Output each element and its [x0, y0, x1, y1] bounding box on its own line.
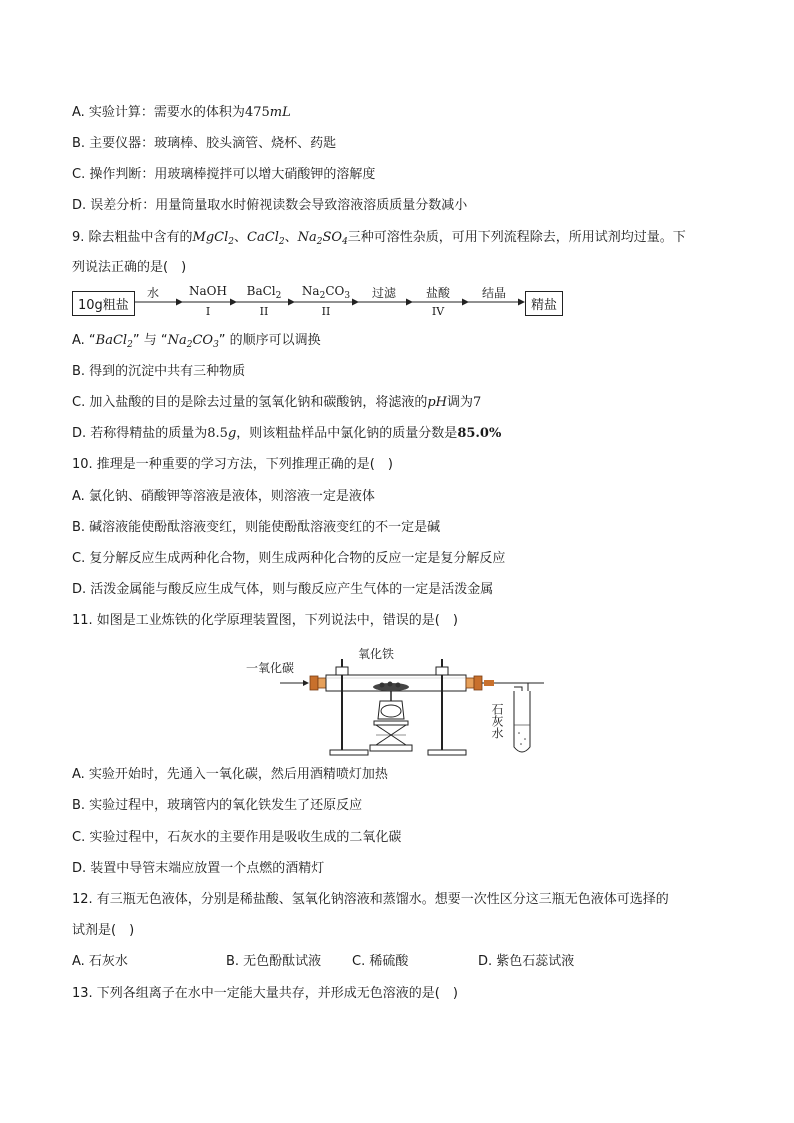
- q9-stem-line2: 列说法正确的是( ): [72, 260, 187, 275]
- q10-stem: 10. 推理是一种重要的学习方法，下列推理正确的是( ): [72, 457, 393, 472]
- q8-option-c: C. 操作判断：用玻璃棒搅拌可以增大硝酸钾的溶解度: [72, 167, 376, 182]
- q10-option-a: A. 氯化钠、硝酸钾等溶液是液体，则溶液一定是液体: [72, 489, 375, 504]
- flow-water-label: 水: [146, 286, 159, 300]
- q12-stem-line1: 12. 有三瓶无色液体，分别是稀盐酸、氢氧化钠溶液和蒸馏水。想要一次性区分这三瓶无色液体可选择的: [72, 892, 669, 907]
- q12-option-c: C. 稀硫酸: [352, 954, 409, 969]
- q9-option-a: A. “BaCl$_2$” 与 “$Na_2CO_3$” 的顺序可以调换: [72, 333, 321, 350]
- q13-stem: 13. 下列各组离子在水中一定能大量共存，并形成无色溶液的是( ): [72, 986, 458, 1001]
- q8-option-b: B. 主要仪器：玻璃棒、胶头滴管、烧杯、药匙: [72, 136, 337, 151]
- q8-option-d: D. 误差分析：用量筒量取水时俯视读数会导致溶液溶质质量分数减小: [72, 198, 468, 213]
- iron-smelting-apparatus: [246, 645, 556, 763]
- flow-naoh-label: NaOH: [189, 284, 227, 298]
- q8-option-a: A. 实验计算：需要水的体积为475mL: [72, 105, 291, 120]
- fig-label-limewater: 石灰水: [490, 703, 504, 739]
- fig-label-iron-oxide: 氧化铁: [358, 647, 395, 661]
- flow-step-1: I: [205, 305, 211, 318]
- flow-step-2: II: [259, 305, 269, 318]
- fig-label-co: 一氧化碳: [246, 661, 295, 675]
- q11-option-b: B. 实验过程中，玻璃管内的氧化铁发生了还原反应: [72, 798, 363, 813]
- q12-stem-line2: 试剂是( ): [72, 923, 135, 938]
- q9-stem-line1: 9. 除去粗盐中含有的MgCl$_2$、CaCl$_2$、$Na_2SO_4$三种可溶性杂质，可用下列流程除去，所用试剂均过量。下: [72, 230, 686, 247]
- q9-option-c: C. 加入盐酸的目的是除去过量的氢氧化钠和碳酸钠，将滤液的pH调为7: [72, 395, 482, 410]
- q9-option-b: B. 得到的沉淀中共有三种物质: [72, 364, 246, 379]
- q11-option-a: A. 实验开始时，先通入一氧化碳，然后用酒精喷灯加热: [72, 767, 388, 782]
- q10-option-b: B. 碱溶液能使酚酞溶液变红，则能使酚酞溶液变红的不一定是碱: [72, 520, 441, 535]
- q11-option-c: C. 实验过程中，石灰水的主要作用是吸收生成的二氧化碳: [72, 830, 402, 845]
- flow-hcl-label: 盐酸: [425, 286, 450, 300]
- q12-option-b: B. 无色酚酞试液: [226, 954, 322, 969]
- flow-step-3: II: [321, 305, 331, 318]
- flow-crystal-label: 结晶: [481, 286, 506, 300]
- q12-option-d: D. 紫色石蕊试液: [478, 954, 575, 969]
- q9-flow-diagram: [72, 286, 712, 326]
- flow-start-box: 10g粗盐: [72, 291, 135, 316]
- q11-option-d: D. 装置中导管末端应放置一个点燃的酒精灯: [72, 861, 325, 876]
- q10-option-c: C. 复分解反应生成两种化合物，则生成两种化合物的反应一定是复分解反应: [72, 551, 506, 566]
- flow-bacl2-label: BaCl$_2$: [246, 284, 282, 301]
- q11-stem: 11. 如图是工业炼铁的化学原理装置图，下列说法中，错误的是( ): [72, 613, 458, 628]
- flow-end-box: 精盐: [525, 291, 563, 316]
- q10-option-d: D. 活泼金属能与酸反应生成气体，则与酸反应产生气体的一定是活泼金属: [72, 582, 494, 597]
- q12-option-a: A. 石灰水: [72, 954, 128, 969]
- flow-na2co3-label: $Na_2CO_3$: [301, 284, 351, 301]
- flow-filter-label: 过滤: [371, 286, 396, 300]
- flow-step-4: IV: [431, 305, 445, 318]
- q9-option-d: D. 若称得精盐的质量为8.5g，则该粗盐样品中氯化钠的质量分数是85.0%: [72, 426, 502, 441]
